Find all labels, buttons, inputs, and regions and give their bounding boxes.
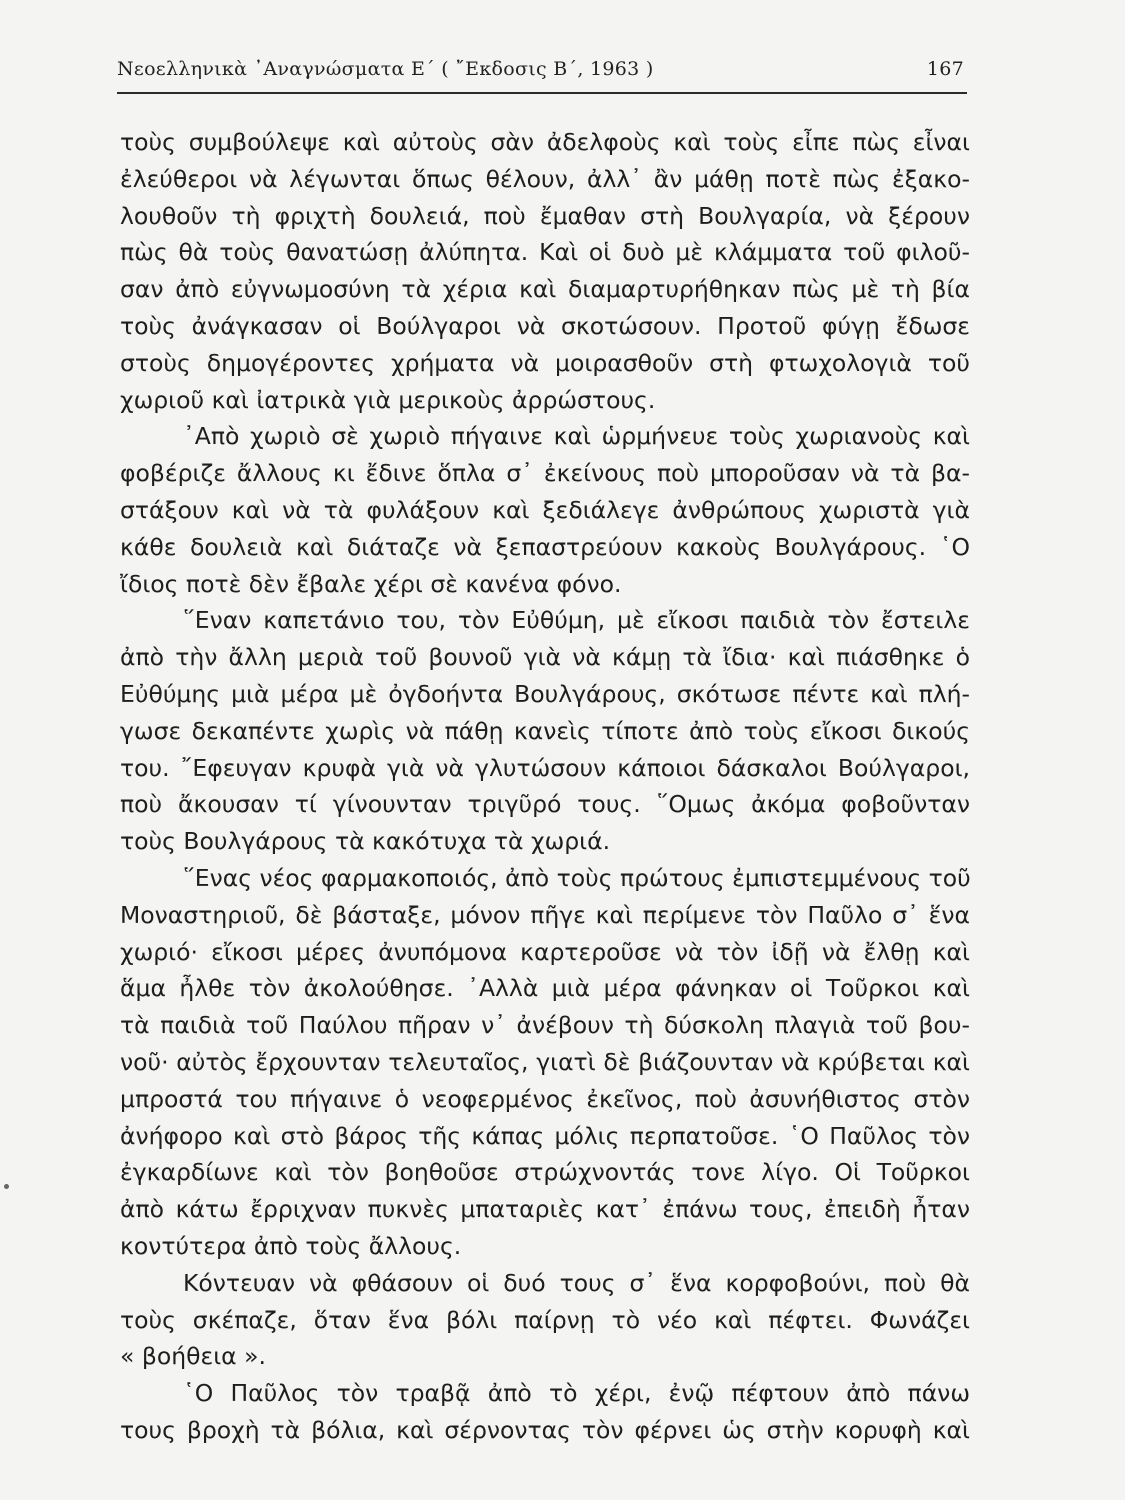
running-header <box>117 58 964 88</box>
text-line: σαν ἀπὸ εὐγνωμοσύνη τὰ χέρια καὶ διαμαρτυρήθηκαν πὼς μὲ τὴ βία <box>120 275 970 304</box>
body-text <box>120 124 970 1449</box>
paragraph-start: ῞Ενας νέος φαρμακοποιός, ἀπὸ τοὺς πρώτους ἐμπιστεμμένους τοῦ <box>183 863 971 892</box>
text-line: ἐγκαρδίωνε καὶ τὸν βοηθοῦσε στρώχνοντάς τονε λίγο. Οἱ Τοῦρκοι <box>120 1158 970 1187</box>
text-line: τὰ παιδιὰ τοῦ Παύλου πῆραν ν᾽ ἀνέβουν τὴ δύσκολη πλαγιὰ τοῦ βου- <box>120 1011 970 1040</box>
book-title: Νεοελληνικὰ ᾿Αναγνώσματα Ε΄ ( ῎Εκδοσις Β΄, 1963 ) <box>117 58 654 80</box>
paragraph-start: ῞Εναν καπετάνιο του, τὸν Εὐθύμη, μὲ εἴκοσι παιδιὰ τὸν ἔστειλε <box>183 606 970 635</box>
text-line: ἅμα ἦλθε τὸν ἀκολούθησε. ᾿Αλλὰ μιὰ μέρα φάνηκαν οἱ Τοῦρκοι καὶ <box>120 974 970 1003</box>
text-line: τοὺς συμβούλεψε καὶ αὐτοὺς σὰν ἀδελφοὺς καὶ τοὺς εἶπε πὼς εἶναι <box>120 128 970 156</box>
text-line: λουθοῦν τὴ φριχτὴ δουλειά, ποὺ ἔμαθαν στὴ Βουλγαρία, νὰ ξέρουν <box>120 201 970 230</box>
margin-mark <box>4 1184 9 1189</box>
text-line: χωριοῦ καὶ ἰατρικὰ γιὰ μερικοὺς ἀρρώστους. <box>120 385 656 414</box>
paragraph-start: ᾿Απὸ χωριὸ σὲ χωριὸ πήγαινε καὶ ὡρμήνευε τοὺς χωριανοὺς καὶ <box>183 422 970 451</box>
paragraph-start: ῾Ο Παῦλος τὸν τραβᾷ ἀπὸ τὸ χέρι, ἐνῷ πέφτουν ἀπὸ πάνω <box>183 1379 970 1408</box>
text-line: « βοήθεια ». <box>120 1342 266 1371</box>
text-line: ποὺ ἄκουσαν τί γίνουνταν τριγῦρό τους. ῞Ομως ἀκόμα φοβοῦνταν <box>120 790 970 819</box>
page-number: 167 <box>926 58 964 80</box>
text-line: Μοναστηριοῦ, δὲ βάσταξε, μόνον πῆγε καὶ περίμενε τὸν Παῦλο σ᾽ ἕνα <box>120 900 970 929</box>
text-line: νοῦ· αὐτὸς ἔρχουνταν τελευταῖος, γιατὶ δὲ βιάζουνταν νὰ κρύβεται καὶ <box>120 1047 970 1076</box>
text-line: κάθε δουλειὰ καὶ διάταζε νὰ ξεπαστρεύουν κακοὺς Βουλγάρους. ῾Ο <box>120 532 970 561</box>
text-line: τοὺς Βουλγάρους τὰ κακότυχα τὰ χωριά. <box>120 827 611 856</box>
text-line: μπροστά του πήγαινε ὁ νεοφερμένος ἐκεῖνος, ποὺ ἀσυνήθιστος στὸν <box>120 1084 970 1113</box>
text-line: ἀπὸ τὴν ἄλλη μεριὰ τοῦ βουνοῦ γιὰ νὰ κάμῃ τὰ ἴδια· καὶ πιάσθηκε ὁ <box>120 643 970 672</box>
text-line: ἴδιος ποτὲ δὲν ἔβαλε χέρι σὲ κανένα φόνο. <box>120 569 622 598</box>
text-line: στάξουν καὶ νὰ τὰ φυλάξουν καὶ ξεδιάλεγε ἀνθρώπους χωριστὰ γιὰ <box>120 495 970 524</box>
text-line: κοντύτερα ἀπὸ τοὺς ἄλλους. <box>120 1231 462 1260</box>
text-line: στοὺς δημογέροντες χρήματα νὰ μοιρασθοῦν στὴ φτωχολογιὰ τοῦ <box>120 348 970 377</box>
text-line: ἐλεύθεροι νὰ λέγωνται ὅπως θέλουν, ἀλλ᾽ ἂν μάθῃ ποτὲ πὼς ἐξακο- <box>120 164 970 193</box>
text-line: πὼς θὰ τοὺς θανατώσῃ ἀλύπητα. Καὶ οἱ δυὸ μὲ κλάμματα τοῦ φιλοῦ- <box>120 238 970 267</box>
text-line: του. ῎Εφευγαν κρυφὰ γιὰ νὰ γλυτώσουν κάποιοι δάσκαλοι Βούλγαροι, <box>120 753 970 782</box>
text-line: τους βροχὴ τὰ βόλια, καὶ σέρνοντας τὸν φέρνει ὡς στὴν κορυφὴ καὶ <box>120 1415 970 1444</box>
text-line: τοὺς ἀνάγκασαν οἱ Βούλγαροι νὰ σκοτώσουν. Προτοῦ φύγῃ ἔδωσε <box>120 311 970 340</box>
paragraph-start: Κόντευαν νὰ φθάσουν οἱ δυό τους σ᾽ ἕνα κορφοβούνι, ποὺ θὰ <box>183 1268 970 1297</box>
text-line: τοὺς σκέπαζε, ὅταν ἕνα βόλι παίρνῃ τὸ νέο καὶ πέφτει. Φωνάζει <box>120 1305 970 1334</box>
text-line: ἀνήφορο καὶ στὸ βάρος τῆς κάπας μόλις περπατοῦσε. ῾Ο Παῦλος τὸν <box>120 1121 970 1150</box>
header-rule <box>117 92 967 94</box>
text-line: ἀπὸ κάτω ἔρριχναν πυκνὲς μπαταριὲς κατ᾽ ἐπάνω τους, ἐπειδὴ ἦταν <box>120 1195 970 1224</box>
text-line: χωριό· εἴκοσι μέρες ἀνυπόμονα καρτεροῦσε νὰ τὸν ἰδῇ νὰ ἔλθῃ καὶ <box>120 937 970 966</box>
text-line: φοβέριζε ἄλλους κι ἔδινε ὅπλα σ᾽ ἐκείνους ποὺ μποροῦσαν νὰ τὰ βα- <box>120 459 970 488</box>
text-line: Εὐθύμης μιὰ μέρα μὲ ὀγδοήντα Βουλγάρους, σκότωσε πέντε καὶ πλή- <box>120 679 970 708</box>
text-line: γωσε δεκαπέντε χωρὶς νὰ πάθῃ κανεὶς τίποτε ἀπὸ τοὺς εἴκοσι δικούς <box>120 716 970 745</box>
